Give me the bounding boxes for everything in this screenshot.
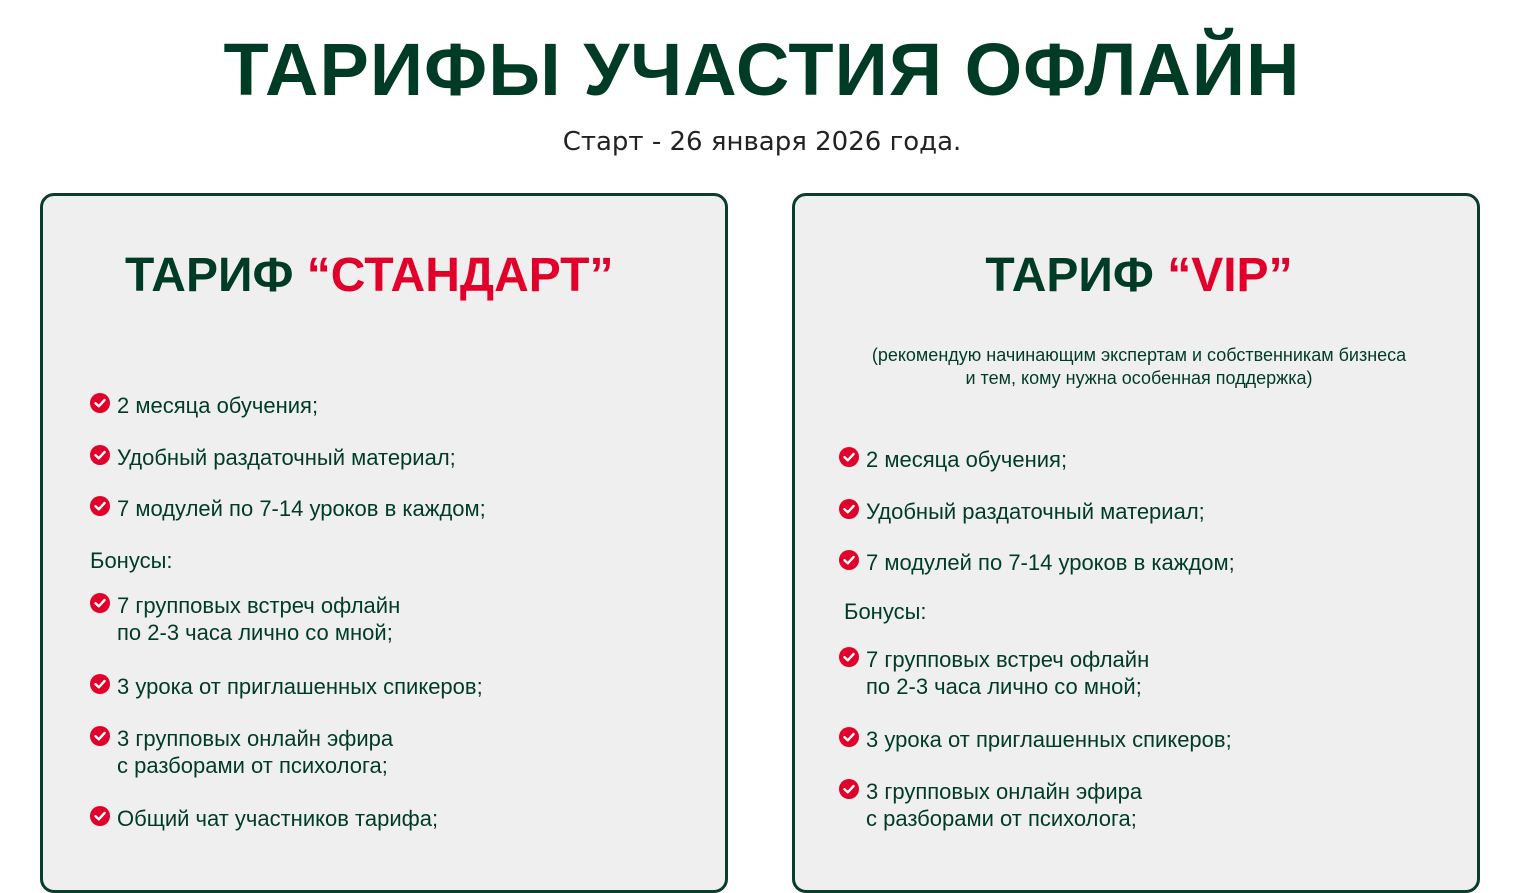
check-circle-icon [90,593,110,613]
tariff-title-name: “СТАНДАРТ” [306,249,614,302]
check-circle-icon [839,499,859,519]
check-circle-icon [839,779,859,799]
check-circle-icon [839,550,859,570]
check-circle-icon [90,726,110,746]
check-circle-icon [839,447,859,467]
feature-text: 2 месяца обучения; [866,447,1068,472]
list-item [839,646,1149,700]
list-item [90,392,318,419]
bonus-text: 3 групповых онлайн эфира с разборами от психолога; [866,779,1143,831]
list-item [839,498,1205,525]
tariff-note-text: (рекомендую начинающим экспертам и собственникам бизнеса и тем, кому нужна особенная поддержка) [871,345,1407,388]
bonus-text: 7 групповых встреч офлайн по 2-3 часа лично со мной; [117,593,401,645]
list-item [90,592,400,646]
check-circle-icon [90,674,110,694]
tariff-title-name: “VIP” [1167,249,1293,302]
tariff-note [795,344,1483,390]
tariff-title-prefix: ТАРИФ [125,249,307,302]
check-circle-icon [839,647,859,667]
tariff-card-vip [792,193,1480,893]
tariff-card-standard [40,193,728,893]
list-item [90,805,438,832]
check-circle-icon [839,727,859,747]
tariff-title-prefix: ТАРИФ [985,249,1168,302]
list-item [90,725,393,779]
list-item [90,495,486,522]
page-subtitle: Старт - 26 января 2026 года. [562,127,962,157]
bonus-text: 7 групповых встреч офлайн по 2-3 часа лично со мной; [866,647,1150,699]
check-circle-icon [90,496,110,516]
feature-text: 7 модулей по 7-14 уроков в каждом; [117,496,486,521]
feature-text: Удобный раздаточный материал; [117,445,456,470]
feature-text: 2 месяца обучения; [117,393,319,418]
feature-text: Удобный раздаточный материал; [866,499,1205,524]
page-title: ТАРИФЫ УЧАСТИЯ ОФЛАЙН [223,28,1301,111]
bonus-text: 3 групповых онлайн эфира с разборами от психолога; [117,726,394,778]
feature-text: 7 модулей по 7-14 уроков в каждом; [866,550,1235,575]
list-item [90,673,483,700]
check-circle-icon [90,445,110,465]
list-item [839,778,1142,832]
list-item [90,444,456,471]
tariff-title-vip [795,248,1483,304]
list-item [839,549,1235,576]
check-circle-icon [90,393,110,413]
bonus-label: Бонусы: [90,548,173,573]
bonus-label: Бонусы: [844,599,927,624]
bonus-text: 3 урока от приглашенных спикеров; [866,727,1232,752]
check-circle-icon [90,806,110,826]
list-item [839,446,1067,473]
list-item [839,726,1232,753]
bonus-text: 3 урока от приглашенных спикеров; [117,674,483,699]
bonus-text: Общий чат участников тарифа; [117,806,439,831]
tariff-title-standard [125,248,613,304]
